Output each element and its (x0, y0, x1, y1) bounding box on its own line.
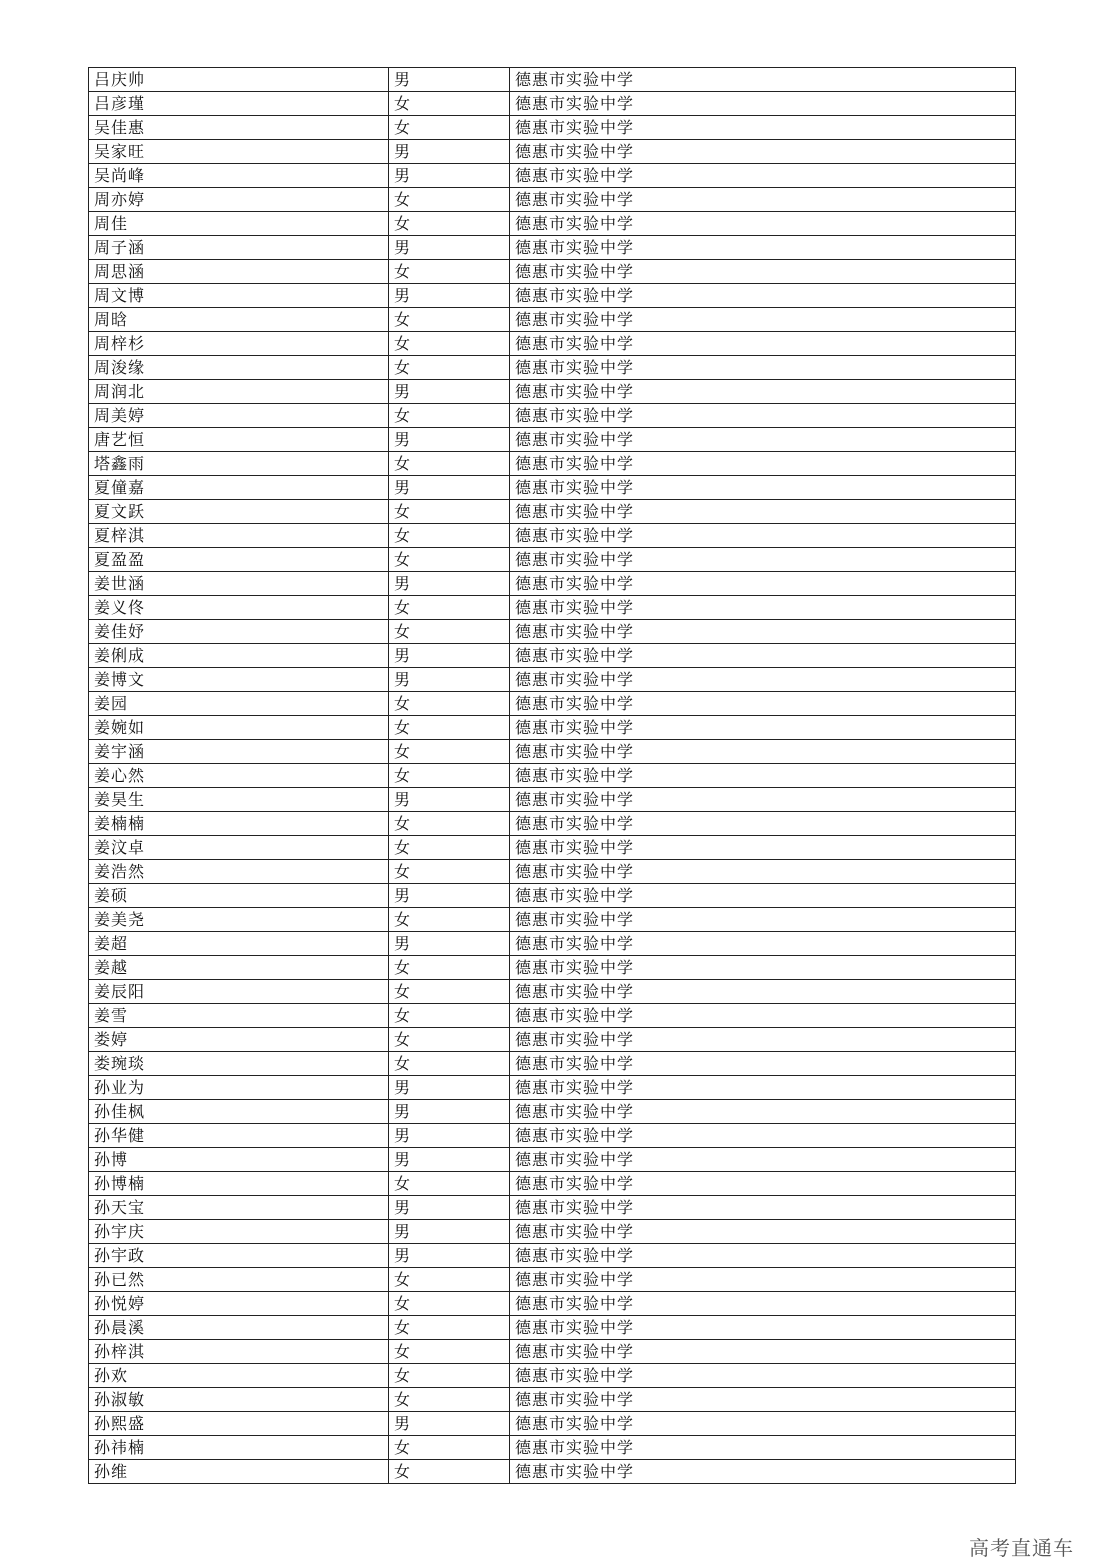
school-cell: 德惠市实验中学 (510, 668, 1016, 692)
gender-cell: 女 (389, 260, 510, 284)
school-cell: 德惠市实验中学 (510, 284, 1016, 308)
school-cell: 德惠市实验中学 (510, 620, 1016, 644)
roster-body (89, 68, 1016, 1484)
table-row (89, 1172, 1016, 1196)
name-cell: 周佳 (89, 212, 389, 236)
gender-cell: 男 (389, 284, 510, 308)
gender-cell: 男 (389, 1076, 510, 1100)
school-cell: 德惠市实验中学 (510, 428, 1016, 452)
table-row (89, 92, 1016, 116)
school-cell: 德惠市实验中学 (510, 1412, 1016, 1436)
gender-cell: 女 (389, 548, 510, 572)
name-cell: 周梓杉 (89, 332, 389, 356)
school-cell: 德惠市实验中学 (510, 1244, 1016, 1268)
table-row (89, 1028, 1016, 1052)
gender-cell: 女 (389, 404, 510, 428)
name-cell: 孙宇政 (89, 1244, 389, 1268)
table-row (89, 236, 1016, 260)
name-cell: 孙熙盛 (89, 1412, 389, 1436)
school-cell: 德惠市实验中学 (510, 500, 1016, 524)
school-cell: 德惠市实验中学 (510, 308, 1016, 332)
table-row (89, 764, 1016, 788)
school-cell: 德惠市实验中学 (510, 1124, 1016, 1148)
school-cell: 德惠市实验中学 (510, 1268, 1016, 1292)
table-row (89, 812, 1016, 836)
school-cell: 德惠市实验中学 (510, 548, 1016, 572)
school-cell: 德惠市实验中学 (510, 740, 1016, 764)
school-cell: 德惠市实验中学 (510, 836, 1016, 860)
name-cell: 姜雪 (89, 1004, 389, 1028)
table-row (89, 380, 1016, 404)
school-cell: 德惠市实验中学 (510, 164, 1016, 188)
gender-cell: 女 (389, 812, 510, 836)
table-row (89, 188, 1016, 212)
name-cell: 孙业为 (89, 1076, 389, 1100)
gender-cell: 男 (389, 644, 510, 668)
school-cell: 德惠市实验中学 (510, 884, 1016, 908)
name-cell: 夏梓淇 (89, 524, 389, 548)
table-row (89, 1148, 1016, 1172)
school-cell: 德惠市实验中学 (510, 1220, 1016, 1244)
name-cell: 孙宇庆 (89, 1220, 389, 1244)
school-cell: 德惠市实验中学 (510, 644, 1016, 668)
table-row (89, 716, 1016, 740)
gender-cell: 女 (389, 332, 510, 356)
gender-cell: 男 (389, 884, 510, 908)
table-row (89, 164, 1016, 188)
school-cell: 德惠市实验中学 (510, 1028, 1016, 1052)
table-row (89, 788, 1016, 812)
name-cell: 姜硕 (89, 884, 389, 908)
school-cell: 德惠市实验中学 (510, 188, 1016, 212)
name-cell: 塔鑫雨 (89, 452, 389, 476)
school-cell: 德惠市实验中学 (510, 380, 1016, 404)
table-row (89, 860, 1016, 884)
gender-cell: 女 (389, 596, 510, 620)
gender-cell: 男 (389, 1100, 510, 1124)
gender-cell: 女 (389, 212, 510, 236)
name-cell: 唐艺恒 (89, 428, 389, 452)
name-cell: 周晗 (89, 308, 389, 332)
name-cell: 姜昊生 (89, 788, 389, 812)
table-row (89, 308, 1016, 332)
gender-cell: 女 (389, 452, 510, 476)
name-cell: 娄琬琰 (89, 1052, 389, 1076)
gender-cell: 女 (389, 1340, 510, 1364)
table-row (89, 428, 1016, 452)
table-row (89, 1220, 1016, 1244)
school-cell: 德惠市实验中学 (510, 1052, 1016, 1076)
gender-cell: 男 (389, 428, 510, 452)
gender-cell: 女 (389, 1292, 510, 1316)
table-row (89, 1460, 1016, 1484)
name-cell: 吴家旺 (89, 140, 389, 164)
table-row (89, 1124, 1016, 1148)
school-cell: 德惠市实验中学 (510, 1388, 1016, 1412)
name-cell: 吕彦瑾 (89, 92, 389, 116)
table-row (89, 1004, 1016, 1028)
name-cell: 孙欢 (89, 1364, 389, 1388)
name-cell: 周润北 (89, 380, 389, 404)
gender-cell: 女 (389, 1172, 510, 1196)
name-cell: 孙悦婷 (89, 1292, 389, 1316)
table-row (89, 980, 1016, 1004)
school-cell: 德惠市实验中学 (510, 764, 1016, 788)
school-cell: 德惠市实验中学 (510, 1316, 1016, 1340)
table-row (89, 140, 1016, 164)
table-row (89, 740, 1016, 764)
table-row (89, 692, 1016, 716)
name-cell: 姜园 (89, 692, 389, 716)
table-row (89, 1076, 1016, 1100)
gender-cell: 女 (389, 1364, 510, 1388)
name-cell: 周子涵 (89, 236, 389, 260)
roster-table (88, 67, 1016, 1484)
table-row (89, 1244, 1016, 1268)
table-row (89, 644, 1016, 668)
name-cell: 孙晨溪 (89, 1316, 389, 1340)
gender-cell: 男 (389, 1148, 510, 1172)
name-cell: 周亦婷 (89, 188, 389, 212)
gender-cell: 男 (389, 140, 510, 164)
school-cell: 德惠市实验中学 (510, 716, 1016, 740)
table-row (89, 1364, 1016, 1388)
name-cell: 周文博 (89, 284, 389, 308)
school-cell: 德惠市实验中学 (510, 140, 1016, 164)
name-cell: 夏僮嘉 (89, 476, 389, 500)
name-cell: 姜婉如 (89, 716, 389, 740)
gender-cell: 男 (389, 164, 510, 188)
gender-cell: 女 (389, 308, 510, 332)
school-cell: 德惠市实验中学 (510, 1460, 1016, 1484)
school-cell: 德惠市实验中学 (510, 1100, 1016, 1124)
school-cell: 德惠市实验中学 (510, 860, 1016, 884)
school-cell: 德惠市实验中学 (510, 812, 1016, 836)
school-cell: 德惠市实验中学 (510, 1196, 1016, 1220)
table-row (89, 668, 1016, 692)
gender-cell: 男 (389, 1124, 510, 1148)
school-cell: 德惠市实验中学 (510, 404, 1016, 428)
gender-cell: 女 (389, 980, 510, 1004)
school-cell: 德惠市实验中学 (510, 476, 1016, 500)
name-cell: 孙佳枫 (89, 1100, 389, 1124)
gender-cell: 女 (389, 1004, 510, 1028)
name-cell: 姜俐成 (89, 644, 389, 668)
table-row (89, 452, 1016, 476)
table-row (89, 1340, 1016, 1364)
name-cell: 姜博文 (89, 668, 389, 692)
school-cell: 德惠市实验中学 (510, 260, 1016, 284)
gender-cell: 女 (389, 500, 510, 524)
table-row (89, 596, 1016, 620)
table-row (89, 548, 1016, 572)
name-cell: 夏盈盈 (89, 548, 389, 572)
name-cell: 夏文跃 (89, 500, 389, 524)
gender-cell: 男 (389, 68, 510, 92)
gender-cell: 男 (389, 668, 510, 692)
name-cell: 周浚缘 (89, 356, 389, 380)
table-row (89, 1412, 1016, 1436)
school-cell: 德惠市实验中学 (510, 1076, 1016, 1100)
school-cell: 德惠市实验中学 (510, 1172, 1016, 1196)
name-cell: 姜楠楠 (89, 812, 389, 836)
gender-cell: 男 (389, 1244, 510, 1268)
gender-cell: 男 (389, 1196, 510, 1220)
school-cell: 德惠市实验中学 (510, 332, 1016, 356)
name-cell: 孙祎楠 (89, 1436, 389, 1460)
gender-cell: 女 (389, 1052, 510, 1076)
name-cell: 周思涵 (89, 260, 389, 284)
gender-cell: 男 (389, 932, 510, 956)
table-row (89, 1268, 1016, 1292)
table-row (89, 212, 1016, 236)
name-cell: 姜义佟 (89, 596, 389, 620)
gender-cell: 男 (389, 1412, 510, 1436)
table-row (89, 356, 1016, 380)
gender-cell: 女 (389, 860, 510, 884)
table-row (89, 932, 1016, 956)
gender-cell: 女 (389, 908, 510, 932)
school-cell: 德惠市实验中学 (510, 572, 1016, 596)
gender-cell: 女 (389, 1460, 510, 1484)
school-cell: 德惠市实验中学 (510, 68, 1016, 92)
name-cell: 姜宇涵 (89, 740, 389, 764)
school-cell: 德惠市实验中学 (510, 1004, 1016, 1028)
gender-cell: 女 (389, 1316, 510, 1340)
name-cell: 吴佳惠 (89, 116, 389, 140)
gender-cell: 女 (389, 620, 510, 644)
table-row (89, 836, 1016, 860)
school-cell: 德惠市实验中学 (510, 932, 1016, 956)
table-row (89, 572, 1016, 596)
name-cell: 姜心然 (89, 764, 389, 788)
table-row (89, 476, 1016, 500)
name-cell: 吕庆帅 (89, 68, 389, 92)
school-cell: 德惠市实验中学 (510, 980, 1016, 1004)
gender-cell: 女 (389, 764, 510, 788)
gender-cell: 女 (389, 524, 510, 548)
name-cell: 孙华健 (89, 1124, 389, 1148)
school-cell: 德惠市实验中学 (510, 1436, 1016, 1460)
school-cell: 德惠市实验中学 (510, 236, 1016, 260)
school-cell: 德惠市实验中学 (510, 692, 1016, 716)
table-row (89, 524, 1016, 548)
gender-cell: 男 (389, 1220, 510, 1244)
name-cell: 姜越 (89, 956, 389, 980)
name-cell: 孙博 (89, 1148, 389, 1172)
school-cell: 德惠市实验中学 (510, 788, 1016, 812)
table-row (89, 908, 1016, 932)
name-cell: 姜辰阳 (89, 980, 389, 1004)
school-cell: 德惠市实验中学 (510, 116, 1016, 140)
name-cell: 姜浩然 (89, 860, 389, 884)
table-row (89, 884, 1016, 908)
school-cell: 德惠市实验中学 (510, 212, 1016, 236)
table-row (89, 116, 1016, 140)
name-cell: 孙已然 (89, 1268, 389, 1292)
table-row (89, 1052, 1016, 1076)
gender-cell: 男 (389, 788, 510, 812)
name-cell: 娄婷 (89, 1028, 389, 1052)
gender-cell: 女 (389, 92, 510, 116)
school-cell: 德惠市实验中学 (510, 908, 1016, 932)
name-cell: 孙梓淇 (89, 1340, 389, 1364)
gender-cell: 女 (389, 1388, 510, 1412)
name-cell: 姜美尧 (89, 908, 389, 932)
gender-cell: 男 (389, 572, 510, 596)
name-cell: 周美婷 (89, 404, 389, 428)
table-row (89, 260, 1016, 284)
name-cell: 吴尚峰 (89, 164, 389, 188)
name-cell: 孙天宝 (89, 1196, 389, 1220)
table-row (89, 956, 1016, 980)
name-cell: 姜世涵 (89, 572, 389, 596)
school-cell: 德惠市实验中学 (510, 1364, 1016, 1388)
table-row (89, 1196, 1016, 1220)
name-cell: 姜汶卓 (89, 836, 389, 860)
name-cell: 姜超 (89, 932, 389, 956)
gender-cell: 女 (389, 188, 510, 212)
school-cell: 德惠市实验中学 (510, 356, 1016, 380)
name-cell: 孙博楠 (89, 1172, 389, 1196)
table-row (89, 1388, 1016, 1412)
gender-cell: 女 (389, 740, 510, 764)
name-cell: 姜佳妤 (89, 620, 389, 644)
school-cell: 德惠市实验中学 (510, 596, 1016, 620)
school-cell: 德惠市实验中学 (510, 92, 1016, 116)
table-row (89, 68, 1016, 92)
gender-cell: 男 (389, 476, 510, 500)
table-row (89, 332, 1016, 356)
table-row (89, 500, 1016, 524)
gender-cell: 女 (389, 956, 510, 980)
table-row (89, 404, 1016, 428)
watermark-text: 高考直通车 (969, 1536, 1074, 1560)
gender-cell: 男 (389, 236, 510, 260)
school-cell: 德惠市实验中学 (510, 1148, 1016, 1172)
gender-cell: 女 (389, 1268, 510, 1292)
gender-cell: 女 (389, 692, 510, 716)
gender-cell: 女 (389, 1436, 510, 1460)
gender-cell: 女 (389, 1028, 510, 1052)
gender-cell: 男 (389, 380, 510, 404)
gender-cell: 女 (389, 116, 510, 140)
table-row (89, 1436, 1016, 1460)
table-row (89, 620, 1016, 644)
table-row (89, 1292, 1016, 1316)
school-cell: 德惠市实验中学 (510, 1340, 1016, 1364)
school-cell: 德惠市实验中学 (510, 452, 1016, 476)
school-cell: 德惠市实验中学 (510, 1292, 1016, 1316)
table-row (89, 284, 1016, 308)
name-cell: 孙淑敏 (89, 1388, 389, 1412)
gender-cell: 女 (389, 836, 510, 860)
table-row (89, 1316, 1016, 1340)
gender-cell: 女 (389, 356, 510, 380)
gender-cell: 女 (389, 716, 510, 740)
school-cell: 德惠市实验中学 (510, 524, 1016, 548)
table-row (89, 1100, 1016, 1124)
school-cell: 德惠市实验中学 (510, 956, 1016, 980)
name-cell: 孙维 (89, 1460, 389, 1484)
